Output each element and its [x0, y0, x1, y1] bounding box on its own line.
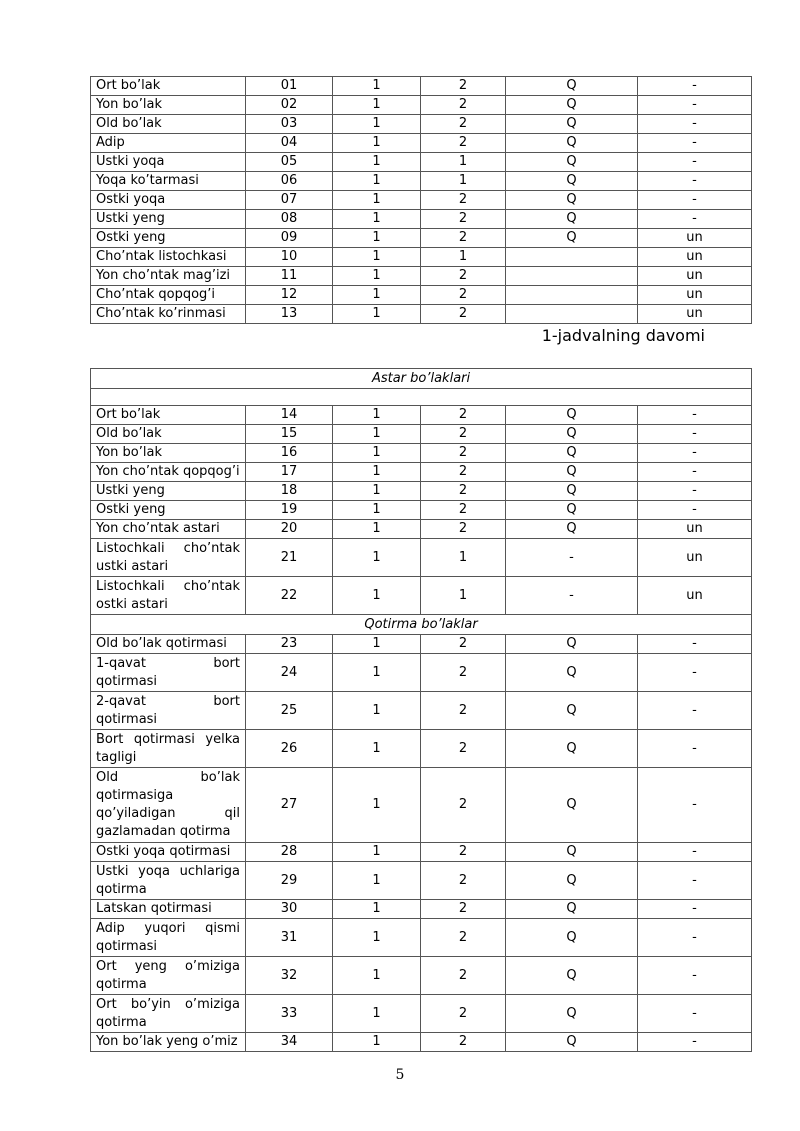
part-code-cell: 10: [246, 248, 333, 267]
part-code-cell: 20: [246, 520, 333, 539]
col4-cell: 2: [421, 692, 506, 730]
col3-cell: 1: [333, 191, 421, 210]
col3-cell: 1: [333, 96, 421, 115]
col6-cell: un: [638, 577, 752, 615]
part-code-cell: 22: [246, 577, 333, 615]
table-row: [91, 77, 752, 96]
col4-cell: 1: [421, 153, 506, 172]
col5-cell: Q: [506, 768, 638, 843]
col4-cell: 2: [421, 406, 506, 425]
part-code-cell: 26: [246, 730, 333, 768]
part-code-cell: 28: [246, 843, 333, 862]
col6-cell: -: [638, 730, 752, 768]
col6-cell: -: [638, 862, 752, 900]
col3-cell: 1: [333, 134, 421, 153]
col5-cell: Q: [506, 153, 638, 172]
table-row: [91, 635, 752, 654]
part-name-cell: Ostki yeng: [91, 501, 246, 520]
part-name-cell: Ort bo’lak: [91, 406, 246, 425]
part-code-cell: 33: [246, 995, 333, 1033]
part-code-cell: 13: [246, 305, 333, 324]
part-name-cell: Yon cho’ntak qopqog’i: [91, 463, 246, 482]
col6-cell: -: [638, 482, 752, 501]
col6-cell: un: [638, 286, 752, 305]
col3-cell: 1: [333, 957, 421, 995]
col4-cell: 2: [421, 115, 506, 134]
col6-cell: -: [638, 1033, 752, 1052]
col4-cell: 2: [421, 305, 506, 324]
table-row: [91, 305, 752, 324]
col5-cell: Q: [506, 210, 638, 229]
part-name-cell: Adip: [91, 134, 246, 153]
col3-cell: 1: [333, 730, 421, 768]
part-code-cell: 15: [246, 425, 333, 444]
table-row: [91, 862, 752, 900]
col5-cell: [506, 305, 638, 324]
col4-cell: 2: [421, 1033, 506, 1052]
part-name-cell: Ort bo’lak: [91, 77, 246, 96]
part-name-cell: Ustki yeng: [91, 210, 246, 229]
col5-cell: -: [506, 539, 638, 577]
parts-table-main-body: [91, 77, 752, 324]
col4-cell: 2: [421, 730, 506, 768]
col6-cell: -: [638, 77, 752, 96]
col5-cell: Q: [506, 77, 638, 96]
col5-cell: Q: [506, 425, 638, 444]
part-code-cell: 30: [246, 900, 333, 919]
part-name-cell: Cho’ntak ko’rinmasi: [91, 305, 246, 324]
col3-cell: 1: [333, 463, 421, 482]
part-code-cell: 34: [246, 1033, 333, 1052]
part-name-cell: Ort yeng o’miziga qotirma: [91, 957, 246, 995]
col3-cell: 1: [333, 843, 421, 862]
col4-cell: 2: [421, 77, 506, 96]
col4-cell: 1: [421, 248, 506, 267]
part-name-cell: Bort qotirmasi yelka tagligi: [91, 730, 246, 768]
part-code-cell: 29: [246, 862, 333, 900]
table-row: [91, 730, 752, 768]
col4-cell: 2: [421, 96, 506, 115]
part-name-cell: Cho’ntak listochkasi: [91, 248, 246, 267]
col5-cell: Q: [506, 730, 638, 768]
col4-cell: 2: [421, 768, 506, 843]
col6-cell: -: [638, 654, 752, 692]
col3-cell: 1: [333, 425, 421, 444]
col4-cell: 2: [421, 229, 506, 248]
col5-cell: Q: [506, 406, 638, 425]
col4-cell: 2: [421, 900, 506, 919]
col3-cell: 1: [333, 539, 421, 577]
table-row: [91, 267, 752, 286]
col4-cell: 2: [421, 520, 506, 539]
col3-cell: 1: [333, 210, 421, 229]
col6-cell: -: [638, 843, 752, 862]
table-row: [91, 900, 752, 919]
col3-cell: 1: [333, 444, 421, 463]
part-name-cell: Ustki yeng: [91, 482, 246, 501]
part-name-cell: Ostki yeng: [91, 229, 246, 248]
part-code-cell: 03: [246, 115, 333, 134]
part-code-cell: 17: [246, 463, 333, 482]
col5-cell: Q: [506, 654, 638, 692]
table-row: [91, 134, 752, 153]
table-row: [91, 406, 752, 425]
col6-cell: un: [638, 229, 752, 248]
col4-cell: 1: [421, 539, 506, 577]
empty-cell: [91, 389, 752, 406]
part-code-cell: 04: [246, 134, 333, 153]
col3-cell: 1: [333, 229, 421, 248]
col3-cell: 1: [333, 692, 421, 730]
part-name-cell: Yon cho’ntak mag’izi: [91, 267, 246, 286]
col5-cell: Q: [506, 995, 638, 1033]
col6-cell: -: [638, 768, 752, 843]
table-row: [91, 191, 752, 210]
table-row: [91, 539, 752, 577]
table-continuation-caption: 1-jadvalning davomi: [541, 326, 705, 345]
col4-cell: 2: [421, 463, 506, 482]
col3-cell: 1: [333, 248, 421, 267]
part-name-cell: Yon cho’ntak astari: [91, 520, 246, 539]
col4-cell: 2: [421, 482, 506, 501]
col6-cell: -: [638, 900, 752, 919]
part-name-cell: Old bo’lak qotirmasi: [91, 635, 246, 654]
part-code-cell: 16: [246, 444, 333, 463]
col5-cell: Q: [506, 172, 638, 191]
col3-cell: 1: [333, 482, 421, 501]
part-name-cell: Yon bo’lak: [91, 96, 246, 115]
col4-cell: 2: [421, 444, 506, 463]
part-code-cell: 01: [246, 77, 333, 96]
col6-cell: -: [638, 406, 752, 425]
col6-cell: -: [638, 501, 752, 520]
col5-cell: Q: [506, 444, 638, 463]
part-code-cell: 21: [246, 539, 333, 577]
table-row: [91, 843, 752, 862]
col6-cell: un: [638, 520, 752, 539]
table-row: [91, 425, 752, 444]
part-name-cell: Old bo’lak: [91, 115, 246, 134]
section-title-interlining: Qotirma bo’laklar: [91, 615, 752, 635]
part-name-cell: Old bo’lak qotirmasiga qo’yiladigan qil gazlamadan qotirma: [91, 768, 246, 843]
table-row: [91, 768, 752, 843]
section-header-row: [91, 615, 752, 635]
part-code-cell: 19: [246, 501, 333, 520]
part-code-cell: 11: [246, 267, 333, 286]
table-row: [91, 919, 752, 957]
part-name-cell: 1-qavat bort qotirmasi: [91, 654, 246, 692]
table-row: [91, 96, 752, 115]
section-header-row: [91, 369, 752, 389]
table-row: [91, 229, 752, 248]
part-code-cell: 32: [246, 957, 333, 995]
part-code-cell: 05: [246, 153, 333, 172]
table-row: [91, 995, 752, 1033]
col6-cell: -: [638, 635, 752, 654]
col4-cell: 2: [421, 862, 506, 900]
col4-cell: 2: [421, 425, 506, 444]
col6-cell: un: [638, 539, 752, 577]
col3-cell: 1: [333, 1033, 421, 1052]
col4-cell: 2: [421, 286, 506, 305]
col5-cell: Q: [506, 463, 638, 482]
part-name-cell: Old bo’lak: [91, 425, 246, 444]
col6-cell: -: [638, 957, 752, 995]
part-name-cell: Yoqa ko’tarmasi: [91, 172, 246, 191]
table-row: [91, 654, 752, 692]
col3-cell: 1: [333, 172, 421, 191]
part-name-cell: Ostki yoqa qotirmasi: [91, 843, 246, 862]
col4-cell: 2: [421, 501, 506, 520]
col4-cell: 2: [421, 919, 506, 957]
col4-cell: 2: [421, 635, 506, 654]
col3-cell: 1: [333, 862, 421, 900]
col6-cell: -: [638, 96, 752, 115]
col3-cell: 1: [333, 115, 421, 134]
part-code-cell: 02: [246, 96, 333, 115]
col4-cell: 2: [421, 210, 506, 229]
col6-cell: -: [638, 995, 752, 1033]
col5-cell: Q: [506, 115, 638, 134]
part-name-cell: Ort bo’yin o’miziga qotirma: [91, 995, 246, 1033]
table-row: [91, 444, 752, 463]
col4-cell: 2: [421, 191, 506, 210]
part-name-cell: Yon bo’lak yeng o’miz: [91, 1033, 246, 1052]
table-row: [91, 210, 752, 229]
col4-cell: 2: [421, 843, 506, 862]
part-code-cell: 24: [246, 654, 333, 692]
part-code-cell: 09: [246, 229, 333, 248]
col5-cell: Q: [506, 900, 638, 919]
col3-cell: 1: [333, 305, 421, 324]
col5-cell: Q: [506, 229, 638, 248]
table-row: [91, 172, 752, 191]
table-row: [91, 153, 752, 172]
col4-cell: 2: [421, 957, 506, 995]
col5-cell: -: [506, 577, 638, 615]
part-name-cell: Listochkali cho’ntak ostki astari: [91, 577, 246, 615]
part-name-cell: Ostki yoqa: [91, 191, 246, 210]
part-name-cell: Ustki yoqa uchlariga qotirma: [91, 862, 246, 900]
section-spacer-row: [91, 389, 752, 406]
col5-cell: Q: [506, 501, 638, 520]
table-row: [91, 482, 752, 501]
part-name-cell: Adip yuqori qismi qotirmasi: [91, 919, 246, 957]
parts-table-continuation: [90, 368, 752, 1052]
parts-table-main: [90, 76, 752, 324]
col5-cell: Q: [506, 191, 638, 210]
col5-cell: Q: [506, 957, 638, 995]
table-row: [91, 520, 752, 539]
col5-cell: Q: [506, 96, 638, 115]
col3-cell: 1: [333, 406, 421, 425]
col3-cell: 1: [333, 768, 421, 843]
col3-cell: 1: [333, 267, 421, 286]
col4-cell: 1: [421, 172, 506, 191]
col5-cell: [506, 267, 638, 286]
part-name-cell: Latskan qotirmasi: [91, 900, 246, 919]
part-name-cell: Ustki yoqa: [91, 153, 246, 172]
col6-cell: -: [638, 191, 752, 210]
part-name-cell: Cho’ntak qopqog’i: [91, 286, 246, 305]
col5-cell: [506, 286, 638, 305]
part-name-cell: 2-qavat bort qotirmasi: [91, 692, 246, 730]
part-code-cell: 06: [246, 172, 333, 191]
section-title-lining: Astar bo’laklari: [91, 369, 752, 389]
col4-cell: 2: [421, 267, 506, 286]
col5-cell: Q: [506, 520, 638, 539]
col3-cell: 1: [333, 900, 421, 919]
part-code-cell: 27: [246, 768, 333, 843]
part-code-cell: 14: [246, 406, 333, 425]
col3-cell: 1: [333, 286, 421, 305]
col6-cell: -: [638, 444, 752, 463]
col3-cell: 1: [333, 501, 421, 520]
page-number: 5: [395, 1067, 405, 1083]
col4-cell: 2: [421, 654, 506, 692]
col6-cell: un: [638, 267, 752, 286]
table-row: [91, 248, 752, 267]
table-row: [91, 692, 752, 730]
table-row: [91, 1033, 752, 1052]
col4-cell: 2: [421, 134, 506, 153]
col3-cell: 1: [333, 520, 421, 539]
col6-cell: -: [638, 692, 752, 730]
part-code-cell: 07: [246, 191, 333, 210]
col6-cell: -: [638, 919, 752, 957]
col5-cell: Q: [506, 692, 638, 730]
col3-cell: 1: [333, 654, 421, 692]
col4-cell: 2: [421, 995, 506, 1033]
col3-cell: 1: [333, 919, 421, 957]
table-row: [91, 501, 752, 520]
col6-cell: -: [638, 134, 752, 153]
col3-cell: 1: [333, 635, 421, 654]
table-row: [91, 577, 752, 615]
part-code-cell: 08: [246, 210, 333, 229]
col3-cell: 1: [333, 77, 421, 96]
col6-cell: un: [638, 305, 752, 324]
part-name-cell: Yon bo’lak: [91, 444, 246, 463]
table-row: [91, 115, 752, 134]
table-row: [91, 463, 752, 482]
part-code-cell: 12: [246, 286, 333, 305]
col5-cell: Q: [506, 862, 638, 900]
part-code-cell: 18: [246, 482, 333, 501]
col5-cell: Q: [506, 134, 638, 153]
col5-cell: Q: [506, 1033, 638, 1052]
col6-cell: -: [638, 210, 752, 229]
part-code-cell: 23: [246, 635, 333, 654]
col6-cell: un: [638, 248, 752, 267]
col3-cell: 1: [333, 577, 421, 615]
col3-cell: 1: [333, 153, 421, 172]
part-code-cell: 25: [246, 692, 333, 730]
col5-cell: Q: [506, 635, 638, 654]
parts-table-continuation-body: [91, 369, 752, 1052]
col6-cell: -: [638, 115, 752, 134]
col5-cell: Q: [506, 482, 638, 501]
col6-cell: -: [638, 463, 752, 482]
col6-cell: -: [638, 153, 752, 172]
table-row: [91, 957, 752, 995]
col5-cell: Q: [506, 843, 638, 862]
col5-cell: Q: [506, 919, 638, 957]
col6-cell: -: [638, 172, 752, 191]
col5-cell: [506, 248, 638, 267]
table-row: [91, 286, 752, 305]
col6-cell: -: [638, 425, 752, 444]
col4-cell: 1: [421, 577, 506, 615]
part-code-cell: 31: [246, 919, 333, 957]
col3-cell: 1: [333, 995, 421, 1033]
part-name-cell: Listochkali cho’ntak ustki astari: [91, 539, 246, 577]
